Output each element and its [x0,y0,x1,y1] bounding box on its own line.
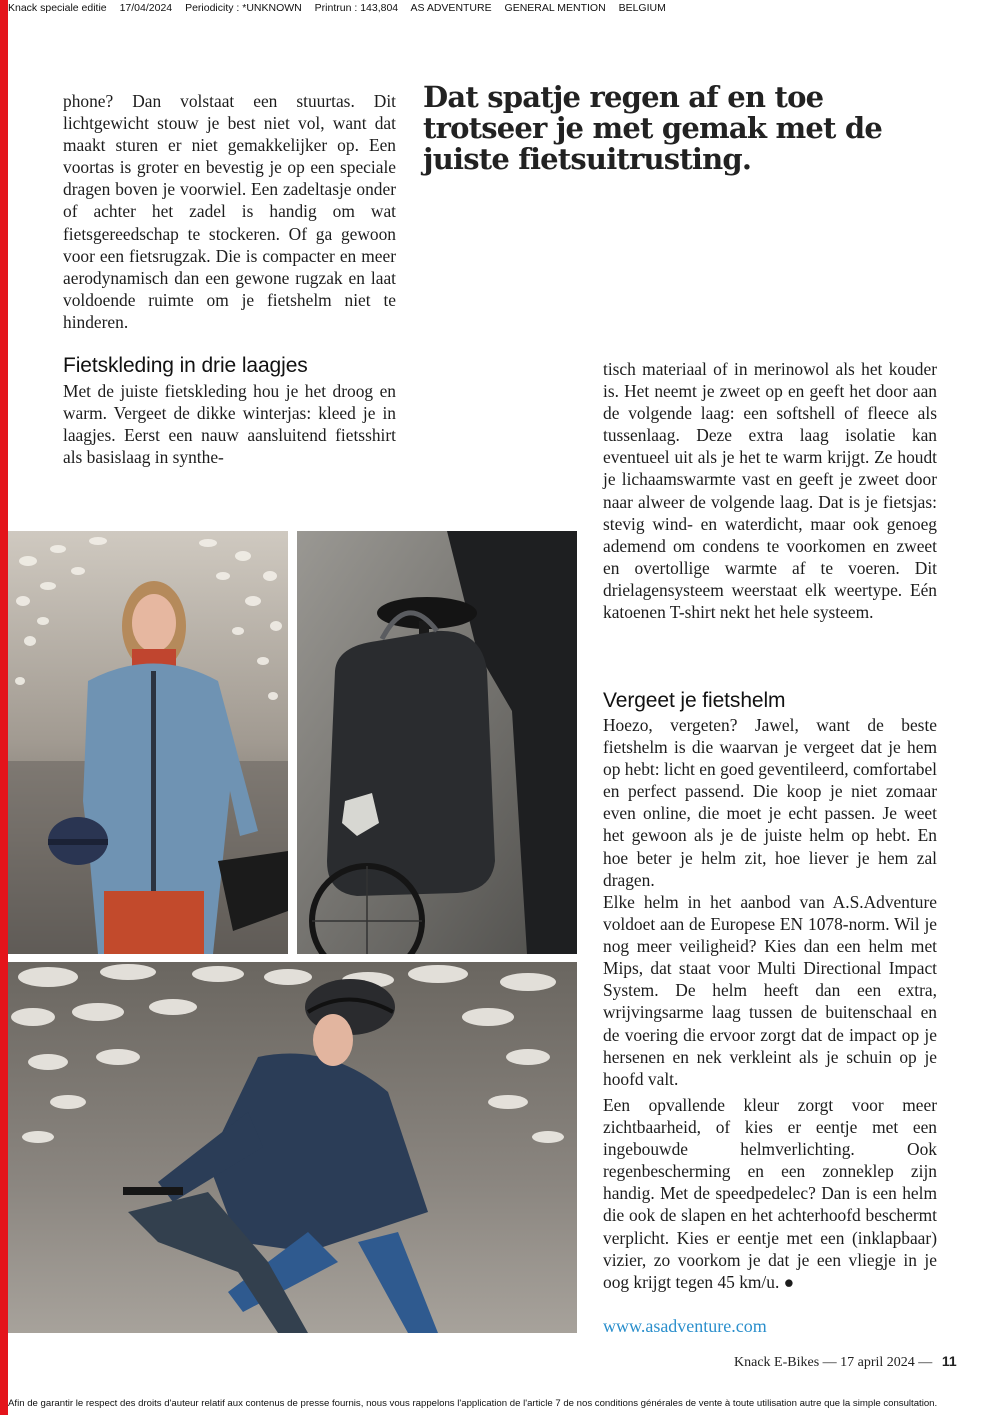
header-mention: GENERAL MENTION [504,2,606,14]
end-mark: ● [783,1271,795,1292]
red-margin-bar [0,0,8,1415]
helmet-paragraph-3-text: Een opvallende kleur zorgt voor meer zichtbaarheid, of kies er eentje met een ingebouwde helmverlichting. Ook regenbescherming en een zonneklep zijn handig. Met de speedpedelec? Dan is een helm die ook de slapen en het achterhoofd beschermt verplicht. Kies er eentje met een (inklapbaar) vizier, zo voorkom je dat je een vliegje in je oog krijgt tegen 45 km/u. [603,1095,937,1292]
copyright-notice: Afin de garantir le respect des droits d'auteur relatif aux contenus de presse fournis, nous vous rappelons l'application de l'article 7 de nos conditions générales de vente à toute utilisation autre que la simple consultation. [8,1398,938,1409]
page-folio [734,1353,957,1371]
intro-paragraph: phone? Dan volstaat een stuurtas. Dit lichtgewicht stouw je best niet vol, want dat maakt sturen er niet gemakkelijker op. Een voortas is groter en bevestig je op een speciale dragen boven je voorwiel. Een zadeltasje onder of achter het zadel is handig om wat fietsgereedschap te stockeren. Of ga gewoon voor een fietsrugzak. Die is compacter en meer aerodynamisch dan een gewone rugzak en laat voldoende ruimte om je fietshelm niet te hinderen. [63,91,396,332]
photo-woman-blue-coat [8,531,288,954]
header-publication: Knack speciale editie [8,2,107,14]
section-heading-clothing: Fietskleding in drie laagjes [63,354,308,377]
folio-magazine: Knack E-Bikes [734,1355,820,1370]
header-date: 17/04/2024 [119,2,173,14]
press-clipping-header [8,2,988,14]
header-advertiser: AS ADVENTURE [410,2,492,14]
clothing-paragraph-part2: tisch materiaal of in merinowol als het kouder is. Het neemt je zweet op en geeft het door aan de volgende laag: een softshell of fleece als tussenlaag. Deze extra laag isolatie kan eventueel uit als je het te warm krijgt. Ze houdt je lichaamswarmte vast en geeft je zweet door naar alweer de volgende laag. Dat is je fietsjas: stevig wind- en waterdicht, maar ook genoeg ademend om condens te voorkomen en zweet en overtollige warmte af te voeren. Dit drielagensysteem weerstaat elk weertype. Eén katoenen T-shirt nekt het hele systeem. [603,359,937,623]
header-printrun: Printrun : 143,804 [314,2,399,14]
folio-page-number: 11 [941,1353,957,1369]
helmet-paragraph-1: Hoezo, vergeten? Jawel, want de beste fietshelm is die waarvan je vergeet dat je hem op hebt: licht en goed geventileerd, comfortabel en perfect passend. Die koop je niet zomaar even online, die moet je echt passen. Je weet het gewoon als je de juiste helm op hebt. En hoe beter je helm zit, hoe liever je hem zal dragen. [603,715,937,890]
helmet-paragraph-3 [603,1094,937,1293]
clothing-paragraph-part1: Met de juiste fietskleding hou je het droog en warm. Vergeet de dikke winterjas: kleed je in laagjes. Eerst een nauw aansluitend fietsshirt als basislaag in synthe- [63,381,396,468]
photo-bike-pannier [297,531,577,954]
pull-quote: Dat spatje regen af en toe trotseer je met gemak met de juiste fietsuitrusting. [423,80,883,176]
helmet-paragraph-2: Elke helm in het aanbod van A.S.Adventure voldoet aan de Europese EN 1078-norm. Wil je nog meer veiligheid? Kies dan een helm met Mips, dat staat voor Multi Directional Impact System. De helm heeft dan een extra, wrijvingsarme laag tussen de buitenschaal en de voering die ervoor zorgt dat de impact op je hersenen en nek verkleint als je schuin op je hoofd valt. [603,892,937,1089]
header-periodicity: Periodicity : *UNKNOWN [185,2,302,14]
header-country: BELGIUM [618,2,666,14]
website-link[interactable]: www.asadventure.com [603,1316,767,1336]
section-heading-helmet: Vergeet je fietshelm [603,689,786,712]
photo-woman-cycling [8,962,577,1333]
folio-date: — 17 april 2024 — [822,1355,933,1370]
